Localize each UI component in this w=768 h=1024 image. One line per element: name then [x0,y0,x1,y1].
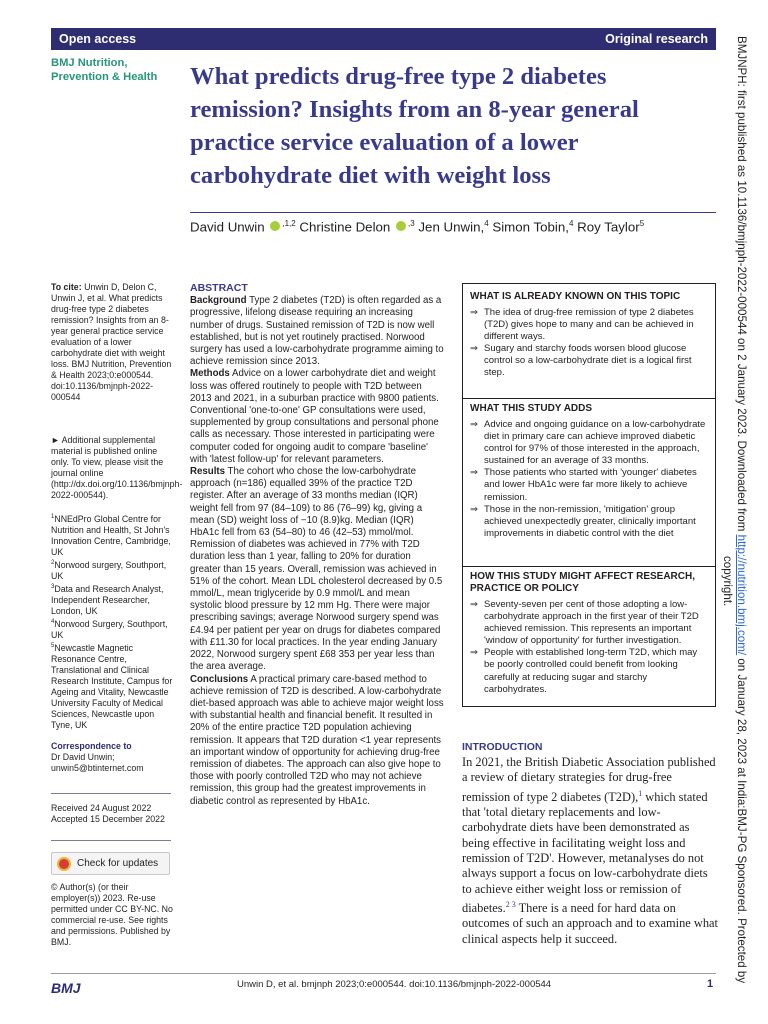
list-item [470,504,710,540]
author-name: Jen Unwin, [418,219,485,235]
box-divider [462,566,716,567]
methods-text: Advice on a lower carbohydrate diet and weight loss was offered routinely to people with T2D between 2013 and 2021, in a suburban practice with 9800 patients. Conventional 'one-to-one' GP consultations were used, supplemented by group consultations and personal phone calls as necessary. Those interested in participating were computer coded for ongoing audit to compare 'baseline' with 'latest follow-up' for relevant parameters. [190,368,439,465]
author-name: Simon Tobin, [492,219,569,235]
affil-number: 2 [51,559,55,566]
article-title: What predicts drug-free type 2 diabetes remission? Insights from an 8-year general practice service evaluation of a lower carbohydrate diet with weight loss [190,63,639,189]
arrow-icon: ⇒ [470,503,478,515]
journal-name-line1: BMJ Nutrition, [51,57,128,69]
affil-text: Data and Research Analyst, Independent Researcher, London, UK [51,583,164,616]
received-date: Received 24 August 2022 [51,803,152,813]
affil-number: 4 [51,618,55,625]
results-text: The cohort who chose the low-carbohydrate approach (n=186) equalled 39% of the practice T2D register. After an average of 33 months median (IQR) weight fell from 97 (84–109) to 86 (76–99) kg, giving a mean (SD) weight loss of −10 (8.9)kg. Median (IQR) HbA1c fell from 63 (54–80) to 46 (42–53) mmol/mol. Remission of diabetes was achieved in 77% with T2D duration less than 1 year, falling to 20% for duration greater than 15 years. Overall, remission was achieved in 51% of the cohort. Mean LDL cholesterol decreased by 0.5 mmol/L, mean triglyceride by 0.9 mmol/L and mean systolic blood pressure by 12 mm Hg. There were major prescribing savings; average Norwood surgery spend was £4.94 per patient per year on drugs for diabetes compared with £11.30 for local practices. In the year ending January 2022, Norwood surgery spent £68 353 per year less than the area average. [190,466,443,673]
dates [51,803,173,825]
known-section [470,291,710,380]
citation-block [51,282,173,403]
orcid-icon[interactable] [396,221,406,231]
conclusions-label: Conclusions [190,673,249,685]
intro-sentence: There is a need for hard data on outcomes of such an approach and to examine what clinical aspects help it succeed. [462,900,718,946]
journal-link[interactable]: http://nutrition.bmj.com/ [735,534,748,656]
page-number: 1 [707,978,714,990]
methods-label: Methods [190,368,230,380]
background-label: Background [190,295,247,307]
adds-heading: WHAT THIS STUDY ADDS [470,403,593,414]
arrow-icon: ⇒ [470,647,478,659]
results-label: Results [190,466,225,478]
cite-label: To cite: [51,282,82,292]
reference-link[interactable]: 1 [638,788,643,798]
reference-link[interactable]: 2 3 [505,899,516,909]
author-affil: 4 [484,219,489,228]
list-item [470,419,710,467]
author-name: David Unwin [190,219,265,235]
footer-rule [51,973,716,974]
list-item-text: Seventy-seven per cent of those adopting a low-carbohydrate approach in the first year of their T2D achieved remission. This represents an important 'window of opportunity' for further investigation. [484,599,699,647]
abstract [190,282,444,808]
supplemental-note [51,435,183,501]
affil-text: Newcastle Magnetic Resonance Centre, Translational and Clinical Research Institute, Campus for Ageing and Vitality, Newcastle University Faculty of Medical Sciences, Newcastle upon Tyne, UK [51,642,173,730]
correspondence-email[interactable]: unwin5@btinternet.com [51,763,144,773]
title-rule [190,212,716,213]
correspondence [51,741,173,774]
sidebar-divider [51,840,171,841]
list-item-text: Advice and ongoing guidance on a low-carbohydrate diet in primary care can achieve improved diabetic control for 97% of those interested in the approach, sustained for an average of 33 months. [484,419,706,467]
affil-text: Norwood Surgery, Southport, UK [51,618,168,640]
intro-sentence: In 2021, the British Diabetic Association published a review of dietary strategies for drug-free remission of type 2 diabetes (T2D), [462,755,716,804]
correspondence-name: Dr David Unwin; [51,752,115,762]
adds-section [470,403,710,540]
copyright-text: © Author(s) (or their employer(s)) 2023. Re-use permitted under CC BY-NC. No commercial re-use. See rights and permissions. Published by BMJ. [51,882,173,947]
check-for-updates-label: Check for updates [77,858,159,869]
list-item-text: Sugary and starchy foods worsen blood glucose control so a low-carbohydrate diet is a logical first step. [484,343,692,379]
affil-number: 1 [51,514,55,520]
author-affil: 1,2 [284,219,296,228]
journal-name-line2: Prevention & Health [51,70,158,83]
copyright-block [51,882,173,948]
sidebar-divider [51,793,171,794]
journal-name [51,57,157,84]
note-text: on January 28, 2023 at India:BMJ-PG Sponsored. Protected by [735,655,748,984]
list-item-text: The idea of drug-free remission of type 2 diabetes (T2D) gives hope to many and can be achieved in different ways. [484,307,694,343]
affiliations [51,512,173,731]
check-for-updates-button[interactable] [51,852,170,875]
author-list: David Unwin $^{,1,2}$ Christine Delon $^{,3}$ Jen Unwin,$^4$ Simon Tobin,$^4$ Roy Taylor$^5$ [190,219,645,235]
conclusions-text: A practical primary care-based method to achieve remission of T2D is described. A low-carbohydrate diet-based approach was able to achieve major weight loss with substantial health and financial benefit. It resulted in 20% of the entire practice T2D population achieving remission. It appears that T2D duration <1 year represents an important window of opportunity for achieving drug-free remission of diabetes. The approach can also give hope to those with poorly controlled T2D who may not achieve remission, this group had the greatest improvements in diabetic control as represented by HbA1c. [190,673,444,807]
bmj-logo: BMJ [51,980,81,996]
arrow-icon: ⇒ [470,419,478,430]
list-item-text: People with established long-term T2D, which may be poorly controlled could benefit from looking carefully at reducing sugar and starchy carbohydrates. [484,647,698,695]
affil-number: 3 [51,583,55,590]
note-text: BMJNPH: first published as 10.1136/bmjnph-2022-000544 on 2 January 2023. Downloaded from [735,36,748,535]
affil-text: Norwood surgery, Southport, UK [51,559,167,581]
supplemental-text[interactable]: ► Additional supplemental material is published online only. To view, please visit the journal online (http://dx.doi.org/10.1136/bmjnph-2022-000544). [51,435,183,500]
author-affil: 5 [639,219,645,228]
arrow-icon: ⇒ [470,599,478,610]
note-text: copyright. [721,556,734,607]
abstract-heading: ABSTRACT [190,282,248,294]
box-divider [462,398,716,399]
list-item [470,467,710,503]
open-access-label: Open access [59,32,137,46]
author-affil: 4 [568,219,574,228]
list-item-text: Those in the non-remission, 'mitigation' group achieved unexpectedly greater, clinically important improvements in diabetic control with the diet [484,503,696,539]
known-heading: WHAT IS ALREADY KNOWN ON THIS TOPIC [470,291,681,302]
list-item-text: Those patients who started with 'younger' diabetes and lower HbA1c were far more likely to achieve remission. [484,467,697,503]
arrow-icon: ⇒ [470,467,478,479]
list-item [470,599,710,647]
list-item [470,307,710,343]
author-name: Roy Taylor [577,219,640,235]
vertical-download-note [720,36,748,983]
arrow-icon: ⇒ [470,343,478,355]
affil-text: NNEdPro Global Centre for Nutrition and Health, St John's Innovation Centre, Cambridge, UK [51,513,171,557]
intro-sentence: which stated that 'total dietary replacements and low-carbohydrate diets have been demonstrated as being effective in facilitating weight loss and remission of T2D'. However, metanalyses do not always support a focus on low-carbohydrate diets to achieve either weight loss or remission of diabetes. [462,789,708,915]
list-item [470,343,710,379]
orcid-icon[interactable] [270,221,280,231]
arrow-icon: ⇒ [470,307,478,318]
footer-citation: Unwin D, et al. bmjnph 2023;0:e000544. doi:10.1136/bmjnph-2022-000544 [237,979,552,990]
article-type-label: Original research [605,32,708,46]
author-name: Christine Delon [299,219,391,235]
affect-section [470,571,710,696]
affect-heading: HOW THIS STUDY MIGHT AFFECT RESEARCH, PRACTICE OR POLICY [470,571,695,594]
introduction-text [462,755,718,947]
cite-text: Unwin D, Delon C, Unwin J, et al. What predicts drug-free type 2 diabetes remission? Insights from an 8-year general practice service evaluation of a lower carbohydrate diet with weight loss. BMJ Nutrition, Prevention & Health 2023;0:e000544. doi:10.1136/bmjnph-2022-000544 [51,282,172,402]
list-item [470,647,710,695]
correspondence-label: Correspondence to [51,741,132,751]
accepted-date: Accepted 15 December 2022 [51,814,165,824]
update-badge-icon [57,857,71,871]
introduction-heading: INTRODUCTION [462,741,543,753]
background-text: Type 2 diabetes (T2D) is often regarded as a progressive, lifelong disease requiring an increasing number of drugs. Sustained remission of T2D is now well established, but is not yet routinely practised. Norwood surgery has used a low-carbohydrate programme aiming to achieve remission since 2013. [190,295,444,368]
author-affil: 3 [410,219,415,228]
affil-number: 5 [51,642,55,649]
top-banner [51,28,716,50]
